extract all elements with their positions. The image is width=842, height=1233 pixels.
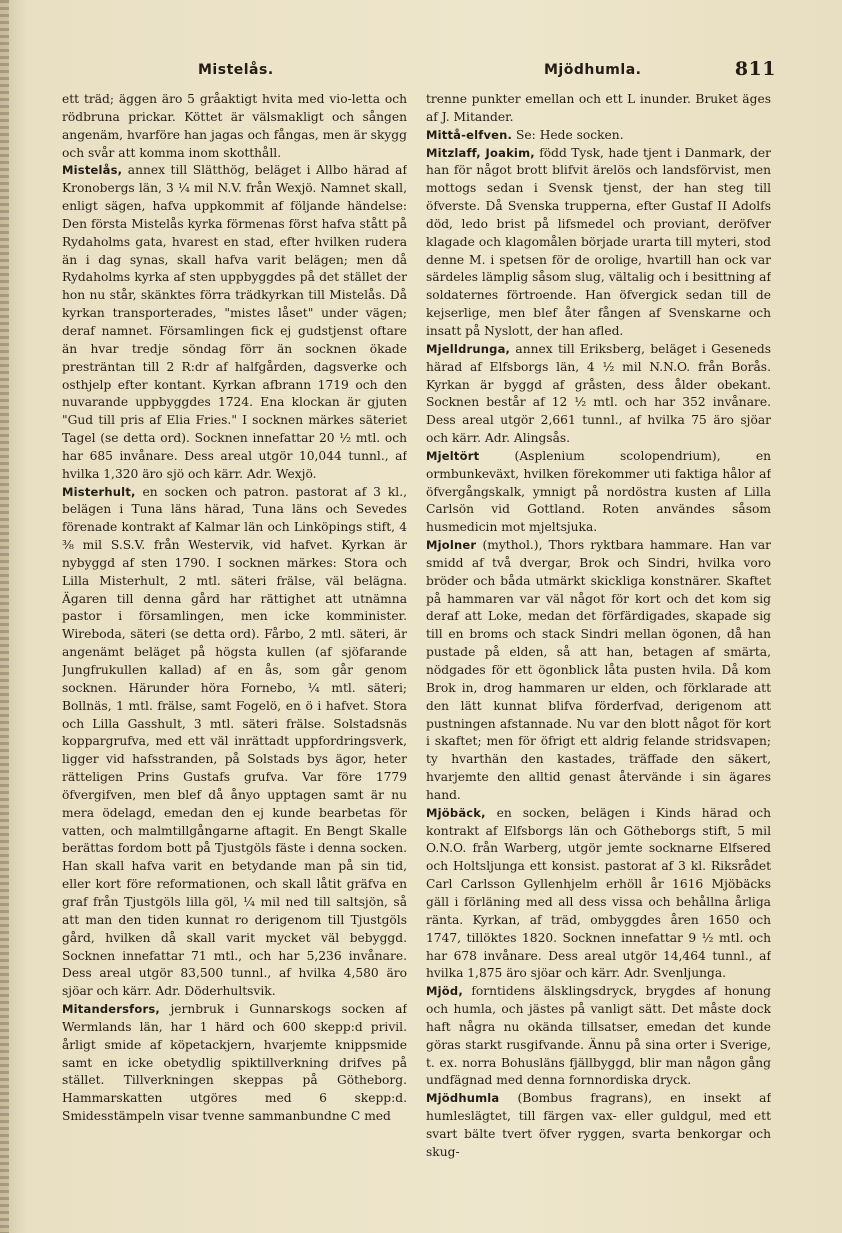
entry xyxy=(426,805,771,983)
entry-text: en socken, belägen i Kinds härad och kontrakt af Elfsborgs län och Götheborgs stift, 5 mil O.N.O. från Warberg, utgör jemte socknarne Elfsered och Holtsljunga ett konsist. pastorat af 3 kl. Riksrådet Carl Carlsson Gyllenhjelm erhöll år 1616 Mjöbäcks gäll i förläning med all dess vissa och behållna årliga ränta. Kyrkan, af träd, ombyggdes åren 1650 och 1747, tillöktes 1820. Socknen innefattar 9 ½ mtl. och har 678 invånare. Dess areal utgör 14,464 tunnl., af hvilka 1,875 äro sjöar och kärr. Adr. Svenljunga. xyxy=(426,805,771,981)
entry xyxy=(62,1001,407,1126)
entry xyxy=(426,145,771,341)
entry xyxy=(62,91,407,162)
entry-text: annex till Eriksberg, beläget i Geseneds härad af Elfsborgs län, 4 ½ mil N.N.O. från Borås. Kyrkan är byggd af gråsten, dess ålder obekant. Socknen består af 12 ½ mtl. och har 352 invånare. Dess areal utgör 2,661 tunnl., af hvilka 75 äro sjöar och kärr. Adr. Alingsås. xyxy=(426,341,771,446)
page-gutter xyxy=(0,0,9,1233)
entry-text: ett träd; äggen äro 5 gråaktigt hvita med vio-letta och rödbruna prickar. Köttet är välsmakligt och sången angenäm, hvarföre han jagas och fångas, men är skygg och svår att komma inom skotthåll. xyxy=(62,92,407,160)
entry-headword: Mjöd, xyxy=(426,984,463,999)
entry-headword: Mjöbäck, xyxy=(426,805,486,820)
entry xyxy=(426,537,771,805)
left-column xyxy=(62,91,407,1181)
entry-headword: Mittå-elfven. xyxy=(426,127,513,142)
right-column xyxy=(426,91,771,1181)
entry-headword: Mjödhumla xyxy=(426,1091,500,1106)
entry xyxy=(62,162,407,483)
page-number: 811 xyxy=(734,58,776,80)
entry xyxy=(426,1090,771,1161)
entry-text: född Tysk, hade tjent i Danmark, der han för något brott blifvit ärelös och landsförvist, men mottogs sedan i Svensk tjenst, der han steg till öfverste. Då Svenska trupperna, efter Gustaf II Adolfs död, ledo brist på lifsmedel och proviant, deröfver klagade och klagomålen började urarta till myteri, stod denne M. i spetsen för de orolige, hvartill han ock var särdeles lämplig såsom slug, vältalig och i besittning af soldaternes förtroende. Han öfvergick sedan till de kejserlige, men blef åter fången af Svenskarne och insatt på Nyslott, der han afled. xyxy=(426,145,771,338)
running-header xyxy=(54,58,776,88)
entry-headword: Mistelås, xyxy=(62,163,123,178)
entry-headword: Mitzlaff, Joakim, xyxy=(426,145,535,160)
entry-text: forntidens älsklingsdryck, brygdes af honung och humla, och jästes på vanligt sätt. Det måste dock haft några nu okända tillsatser, emedan det kunde göras starkt rusgifvande. Ännu på sina orter i Sverige, t. ex. norra Bohusläns fjällbyggd, blir man någon gång undfägnad med denna fornnordiska dryck. xyxy=(426,984,771,1088)
entry-headword: Mjeltört xyxy=(426,448,480,463)
entry xyxy=(62,484,407,1001)
entry-headword: Mjelldrunga, xyxy=(426,341,511,356)
entry-text: (Asplenium scolopendrium), en ormbunkeväxt, hvilken förekommer uti faktiga hålor af öfvergångskalk, ymnigt på nordöstra kusten af Lilla Carlsön vid Gottland. Roten användes såsom husmedicin mot mjeltsjuka. xyxy=(426,448,771,535)
entry xyxy=(426,448,771,537)
entry-text: en socken och patron. pastorat af 3 kl., belägen i Tuna läns härad, Tuna läns och Sevedes förenade kontrakt af Kalmar län och Linköpings stift, 4 ⅜ mil S.S.V. från Westervik, vid hafvet. Kyrkan är nybyggd af sten 1790. I socknen märkes: Stora och Lilla Misterhult, 2 mtl. säteri frälse, väl belägna. Ägaren till denna gård har rättighet att utnämna pastor i församlingen, men icke komminister. Wireboda, säteri (se detta ord). Fårbo, 2 mtl. säteri, är angenämt beläget på högsta kullen (af sjöfarande Jungfrukullen kallad) af en ås, som går genom socknen. Härunder höra Fornebo, ¼ mtl. säteri; Bollnäs, 1 mtl. frälse, samt Fogelö, en ö i hafvet. Stora och Lilla Gasshult, 3 mtl. säteri frälse. Solstadsnäs koppargrufva, med ett väl inrättadt uppfordringsverk, ligger vid hafsstranden, på Solstads bys ägor, heter rätteligen Prins Gustafs grufva. Var före 1779 öfvergifven, men blef då ånyo upptagen samt är nu mera ödelagd, emedan den ej kunde bearbetas för vatten, och malmtillgångarne aftagit. En Bengt Skalle berättas fordom bott på Tjustgöls fäste i denna socken. Han skall hafva varit en betydande man på sin tid, eller kort före reformationen, och skall låtit gräfva en graf från Tjustgöls lilla göl, ¼ mil ned till saltsjön, så att man den tiden kunnat ro derigenom till Tjustgöls gård, hvilken då skall varit mycket väl bebyggd. Socknen innefattar 71 mtl., och har 5,236 invånare. Dess areal utgör 83,500 tunnl., af hvilka 4,580 äro sjöar och kärr. Adr. Döderhultsvik. xyxy=(62,484,407,999)
entry-text: (mythol.), Thors ryktbara hammare. Han var smidd af två dvergar, Brok och Sindri, hvilka voro bröder och båda utmärkt skickliga konstnärer. Skaftet på hammaren var väl något för kort och det kom sig deraf att Loke, medan det förfärdigades, skapade sig till en broms och stack Sindri mellan ögonen, då han pustade på elden, så att han, betagen af smärta, nödgades för ett ögonblick låta pusten hvila. Då kom Brok in, drog hammaren ur elden, och förklarade att den lätt kunnat blifva förderfvad, derigenom att pustningen afstannade. Nu var den blott något för kort i skaftet; men för öfrigt ett aldrig felande stridsvapen; ty hvarthän den kastades, träffade den säkert, hvarjemte den alltid genast återvände i sin ägares hand. xyxy=(426,538,771,802)
entry-headword: Mjolner xyxy=(426,538,477,553)
header-right-word: Mjödhumla. xyxy=(544,62,642,78)
header-left-word: Mistelås. xyxy=(198,62,274,78)
entry-text: jernbruk i Gunnarskogs socken af Wermlands län, har 1 härd och 600 skepp:d privil. årligt smide af köpetackjern, hvarjemte knippsmide samt en icke obetydlig spiktillverkning drifves på stället. Tillverkningen skeppas på Götheborg. Hammarskatten utgöres med 6 skepp:d. Smidesstämpeln visar tvenne sammanbundne C med xyxy=(62,1002,407,1124)
entry xyxy=(426,983,771,1090)
entry-text: (Bombus fragrans), en insekt af humleslägtet, till färgen vax- eller guldgul, med ett svart bälte tvert öfver ryggen, svarta benkorgar och skug- xyxy=(426,1091,771,1159)
entry-headword: Mitandersfors, xyxy=(62,1002,160,1017)
entry xyxy=(426,91,771,127)
entry-text: trenne punkter emellan och ett L inunder. Bruket äges af J. Mitander. xyxy=(426,92,771,124)
entry xyxy=(426,341,771,448)
entry xyxy=(426,127,771,145)
entry-text: annex till Slätthög, beläget i Allbo härad af Kronobergs län, 3 ¼ mil N.V. från Wexjö. Namnet skall, enligt sägen, hafva uppkommit af följande händelse: Den första Mistelås kyrka förmenas först hafva stått på Rydaholms gata, hvarest en stad, efter hvilken rudera än i dag synas, skall hafva varit belägen; men då Rydaholms kyrka af sten uppbyggdes på det stället der hon nu står, skänktes förra trädkyrkan till Mistelås. Då kyrkan transporterades, "mistes låset" under vägen; deraf namnet. Församlingen fick ej gudstjenst oftare än hvar tredje söndag förr än socknen ökade presträntan till 2 R:dr af halfgården, dagsverke och osthjelp efter kontant. Kyrkan afbrann 1719 och den nuvarande uppbyggdes 1724. Ena klockan är gjuten "Gud till pris af Elia Fries." I socknen märkes säteriet Tagel (se detta ord). Socknen innefattar 20 ½ mtl. och har 685 invånare. Dess areal utgör 10,044 tunnl., af hvilka 1,320 äro sjö och kärr. Adr. Wexjö. xyxy=(62,163,407,481)
entry-text: Se: Hede socken. xyxy=(516,127,624,142)
entry-headword: Misterhult, xyxy=(62,484,136,499)
